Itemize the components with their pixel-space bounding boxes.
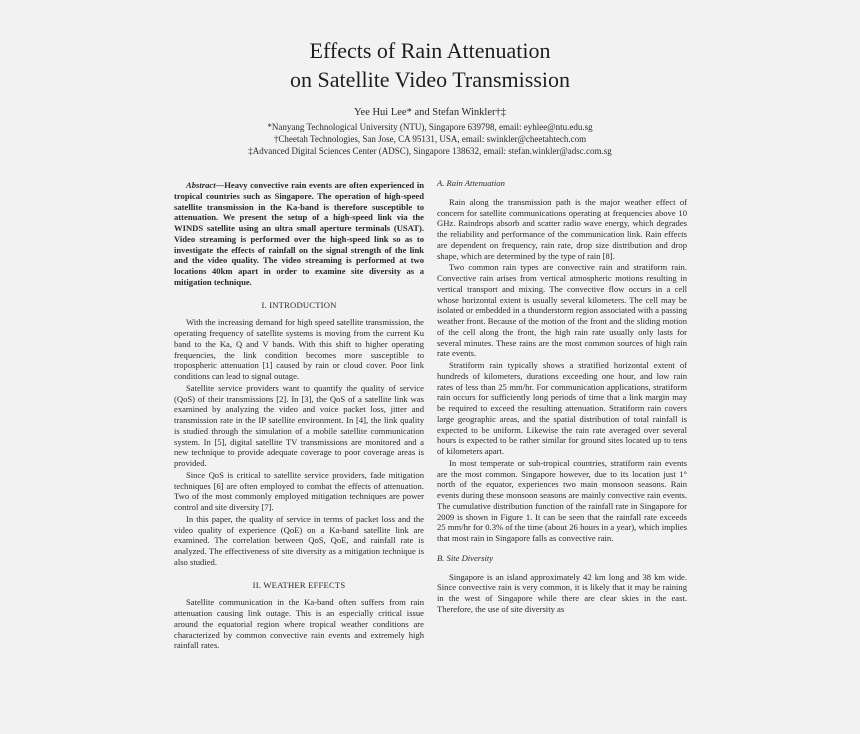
rain-attenuation-paragraph: In most temperate or sub-tropical countries, stratiform rain events are the most common. Singapore however, due to its location just 1° north of the equator, experiences two main monsoon seasons. Rain events during these monsoon seasons are mainly convective rain events. The cumulative distribution function of the rainfall rate in Singapore for 2009 is shown in Figure 1. It can be seen that the rainfall rate exceeds 25 mm/hr for 0.3% of the time (about 26 hours in a year), which implies that most rain in Singapore falls as convective rain.	[437, 457, 687, 543]
site-diversity-paragraph: Singapore is an island approximately 42 km long and 38 km wide. Since convective rain is very common, it is likely that it may be raining in the west of Singapore while there are clear skies in the east. Therefore, the use of site diversity as	[437, 571, 687, 614]
author-line: Yee Hui Lee* and Stefan Winkler†‡	[354, 107, 506, 118]
rain-attenuation-paragraph: Stratiform rain typically shows a stratified horizontal extent of hundreds of kilometers, durations exceeding one hour, and low rain rates of less than 25 mm/hr. For communication applications, stratiform rain occurs for sufficiently long periods of time that a link margin may be required to exceed the resulting attenuation. Stratiform rain covers large geographic areas, and the spatial distribution of total rainfall is expected to be uniform. Likewise the rain rate averaged over several hours is expected to be rather similar for ground sites located up to tens of kilometers apart.	[437, 360, 687, 456]
right-column	[437, 176, 687, 615]
intro-paragraph: In this paper, the quality of service in terms of packet loss and the video quality of experience (QoE) on a Ka-band satellite link are examined. The correlation between QoS, QoE, and rainfall rate is analyzed. The effectiveness of site diversity as a mitigation technique is also studied.	[174, 513, 424, 567]
intro-paragraph: With the increasing demand for high speed satellite transmission, the operating frequency of satellite systems is moving from the current Ku band to the Ka, Q and V bands. With this shift to higher operating frequencies, the link condition becomes more susceptible to tropospheric attenuation [1] caused by rain or cloud cover. Poor link conditions can lead to signal outage.	[174, 317, 424, 381]
title-line-1: Effects of Rain Attenuation	[309, 38, 551, 63]
subsection-heading-rain-attenuation: A. Rain Attenuation	[437, 178, 505, 188]
weather-paragraph: Satellite communication in the Ka-band often suffers from rain attenuation causing link outage. This is an especially critical issue around the equatorial region where tropical weather conditions are characterized by common convective rain events and extremely high rainfall rates.	[174, 597, 424, 651]
rain-attenuation-paragraph: Rain along the transmission path is the major weather effect of concern for satellite communications operating at frequencies above 10 GHz. Raindrops absorb and scatter radio wave energy, which degrades the reliability and performance of the communication link. Rain effects are dependent on frequency, rain rate, drop size distribution and drop shape, which are determined by the type of rain [8].	[437, 196, 687, 261]
affiliation-2: †Cheetah Technologies, San Jose, CA 95131, USA, email: swinkler@cheetahtech.com	[273, 134, 587, 144]
subsection-heading-site-diversity: B. Site Diversity	[437, 552, 494, 563]
section-heading-weather-effects: II. WEATHER EFFECTS	[252, 579, 346, 590]
section-heading-introduction: I. INTRODUCTION	[261, 299, 337, 310]
intro-paragraph: Since QoS is critical to satellite service providers, fade mitigation techniques [6] are often employed to combat the effects of attenuation. Two of the most commonly employed mitigation techniques are power control and site diversity [7].	[174, 469, 424, 512]
abstract-heading: Abstract	[186, 180, 216, 190]
abstract	[174, 180, 424, 288]
intro-paragraph: Satellite service providers want to quantify the quality of service (QoS) of their transmissions [2]. In [3], the QoS of a satellite link was examined by analyzing the video and voice packet loss, jitter and transmission rate in the IP satellite environment. In [4], the link quality is studied through the simulation of a mobile satellite communication system. In [5], digital satellite TV transmissions are monitored and a new technique to provide adequate coverage to poor coverage areas is provided.	[174, 382, 424, 468]
left-column	[174, 176, 424, 651]
rain-attenuation-paragraph: Two common rain types are convective rain and stratiform rain. Convective rain arises from vertical atmospheric motions resulting in vertical transport and mixing. The convective flow occurs in a cell whose horizontal extent is usually several kilometers. The cell may be isolated or embedded in a thunderstorm region associated with a passing weather front. Because of the motion of the front and the sliding motion of the cell along the front, the high rain rate usually only lasts for several minutes. These rains are the most common sources of high rain rate events.	[437, 262, 687, 359]
affiliation-1: *Nanyang Technological University (NTU), Singapore 639798, email: eyhlee@ntu.edu.sg	[267, 122, 593, 132]
abstract-text: —Heavy convective rain events are often experienced in tropical countries such as Singapore. The operation of high-speed satellite transmission in the Ka-band is therefore susceptible to attenuation. We present the setup of a high-speed link via the WINDS satellite using an ultra small aperture terminals (USAT). Video streaming is performed over the high-speed link so as to investigate the effects of rainfall on the signal strength of the link and the video quality. The video streaming is performed at two locations 40km apart in order to examine site diversity as a mitigation technique.	[174, 180, 424, 287]
title-line-2: on Satellite Video Transmission	[289, 67, 571, 92]
affiliation-3: ‡Advanced Digital Sciences Center (ADSC), Singapore 138632, email: stefan.winkler@adsc.com.sg	[248, 146, 612, 156]
paper-title	[0, 36, 860, 94]
